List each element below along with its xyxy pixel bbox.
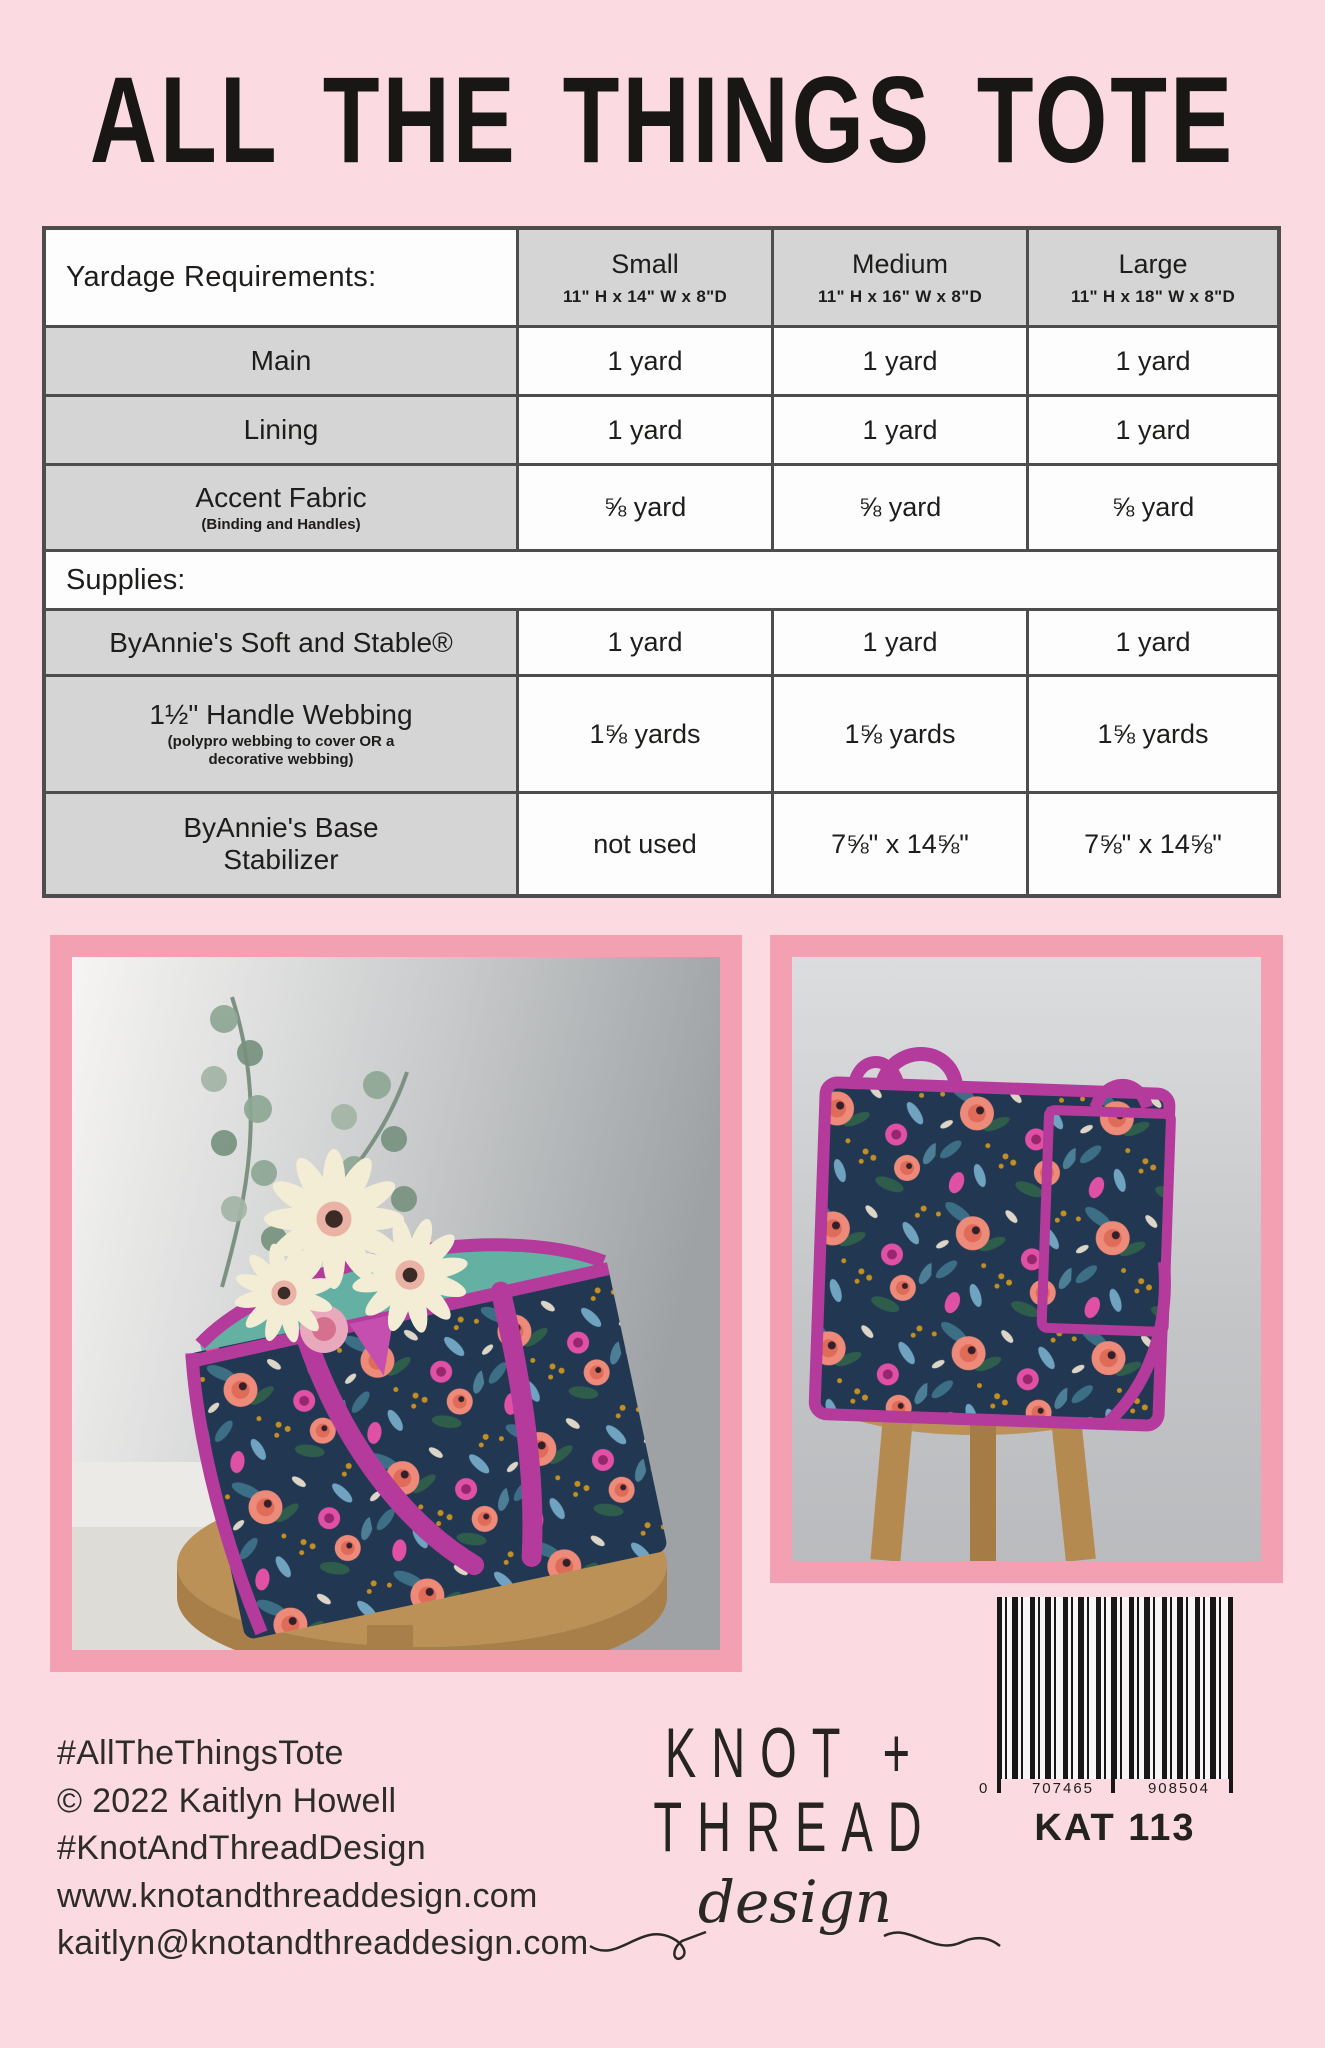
cell-webbing-medium: 1⅝ yards xyxy=(774,677,1026,791)
supplies-section-header: Supplies: xyxy=(46,552,1277,608)
footer-text xyxy=(57,1730,588,1968)
cell-softstable-medium: 1 yard xyxy=(774,611,1026,674)
logo-script-design: design xyxy=(697,1868,893,1936)
cell-main-small: 1 yard xyxy=(519,328,771,394)
row-label-lining: Lining xyxy=(46,397,516,463)
hashtag-knot-and-thread: #KnotAndThreadDesign xyxy=(57,1829,426,1867)
barcode-lead-digit: 0 xyxy=(979,1780,988,1797)
cell-accent-small: ⅝ yard xyxy=(519,466,771,549)
barcode-block xyxy=(979,1597,1237,1850)
cell-webbing-large: 1⅝ yards xyxy=(1029,677,1277,791)
cell-lining-medium: 1 yard xyxy=(774,397,1026,463)
row-label-soft-and-stable: ByAnnie's Soft and Stable® xyxy=(46,611,516,674)
knot-and-thread-logo xyxy=(600,1712,990,1988)
photo-left-tote-with-flowers xyxy=(72,957,720,1650)
page-title: ALL THE THINGS TOTE xyxy=(89,51,1236,189)
row-label-handle-webbing: 1½" Handle Webbing (polypro webbing to cover OR a decorative webbing) xyxy=(46,677,516,791)
cell-main-large: 1 yard xyxy=(1029,328,1277,394)
barcode-bars xyxy=(979,1597,1237,1797)
cell-stabilizer-medium: 7⅝" x 14⅝" xyxy=(774,794,1026,894)
cell-webbing-small: 1⅝ yards xyxy=(519,677,771,791)
cell-accent-large: ⅝ yard xyxy=(1029,466,1277,549)
column-header-large: Large 11" H x 18" W x 8"D xyxy=(1029,230,1277,325)
barcode-group-1: 707465 xyxy=(1031,1780,1095,1797)
barcode-digits xyxy=(979,1780,1237,1797)
cell-stabilizer-large: 7⅝" x 14⅝" xyxy=(1029,794,1277,894)
item-code: KAT 113 xyxy=(1034,1807,1196,1849)
website-url: www.knotandthreaddesign.com xyxy=(57,1876,538,1915)
cell-accent-medium: ⅝ yard xyxy=(774,466,1026,549)
copyright-line: © 2022 Kaitlyn Howell xyxy=(57,1781,397,1820)
column-header-small: Small 11" H x 14" W x 8"D xyxy=(519,230,771,325)
barcode-group-2: 908504 xyxy=(1147,1780,1211,1797)
photo-left-frame xyxy=(50,935,742,1672)
cell-lining-small: 1 yard xyxy=(519,397,771,463)
row-label-main: Main xyxy=(46,328,516,394)
yardage-table xyxy=(42,226,1281,898)
row-label-accent-fabric: Accent Fabric (Binding and Handles) xyxy=(46,466,516,549)
photo-right-tote-on-stool xyxy=(792,957,1261,1561)
cell-softstable-large: 1 yard xyxy=(1029,611,1277,674)
table-title: Yardage Requirements: xyxy=(46,230,516,325)
logo-line-knot: KNOT + xyxy=(664,1712,926,1792)
hashtag-all-the-things-tote: #AllTheThingsTote xyxy=(57,1734,344,1772)
logo-line-thread: THREAD xyxy=(653,1786,937,1866)
column-header-medium: Medium 11" H x 16" W x 8"D xyxy=(774,230,1026,325)
contact-email: kaitlyn@knotandthreaddesign.com xyxy=(57,1924,589,1962)
cell-lining-large: 1 yard xyxy=(1029,397,1277,463)
cell-softstable-small: 1 yard xyxy=(519,611,771,674)
cell-stabilizer-small: not used xyxy=(519,794,771,894)
photo-right-frame xyxy=(770,935,1283,1583)
cell-main-medium: 1 yard xyxy=(774,328,1026,394)
row-label-base-stabilizer: ByAnnie's Base Stabilizer xyxy=(46,794,516,894)
